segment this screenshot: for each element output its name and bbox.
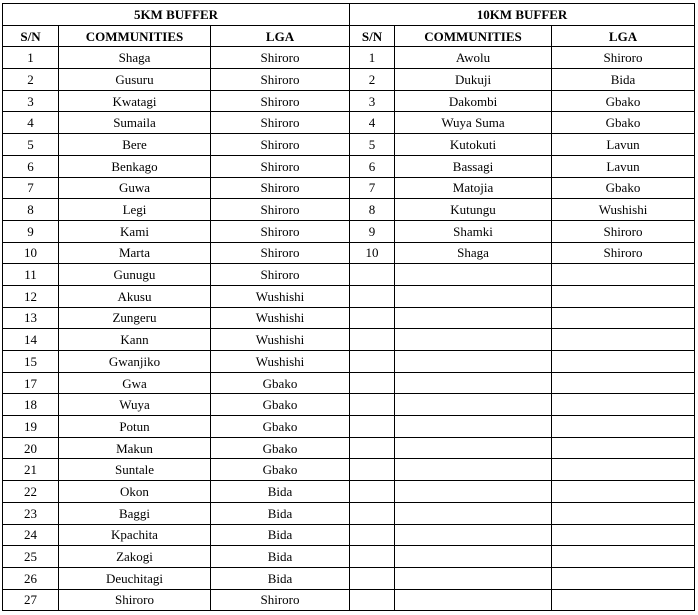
cell-lga-10km bbox=[552, 481, 695, 503]
column-header-lga-5km: LGA bbox=[211, 25, 350, 47]
cell-sn-10km bbox=[350, 437, 395, 459]
cell-sn-10km bbox=[350, 372, 395, 394]
cell-sn-5km: 26 bbox=[3, 567, 59, 589]
cell-sn-5km: 23 bbox=[3, 502, 59, 524]
cell-sn-10km: 5 bbox=[350, 134, 395, 156]
cell-lga-10km: Shiroro bbox=[552, 242, 695, 264]
cell-sn-10km bbox=[350, 502, 395, 524]
cell-lga-5km: Shiroro bbox=[211, 90, 350, 112]
cell-sn-10km: 2 bbox=[350, 69, 395, 91]
cell-community-5km: Zakogi bbox=[59, 546, 211, 568]
cell-lga-10km bbox=[552, 264, 695, 286]
cell-sn-10km: 6 bbox=[350, 155, 395, 177]
table-row bbox=[3, 459, 695, 481]
cell-lga-10km bbox=[552, 567, 695, 589]
cell-sn-5km: 21 bbox=[3, 459, 59, 481]
cell-community-10km bbox=[395, 567, 552, 589]
cell-lga-10km bbox=[552, 524, 695, 546]
cell-lga-5km: Gbako bbox=[211, 437, 350, 459]
cell-community-5km: Suntale bbox=[59, 459, 211, 481]
cell-lga-5km: Gbako bbox=[211, 416, 350, 438]
cell-sn-10km: 3 bbox=[350, 90, 395, 112]
table-row bbox=[3, 546, 695, 568]
cell-lga-10km: Wushishi bbox=[552, 199, 695, 221]
cell-lga-5km: Bida bbox=[211, 546, 350, 568]
column-header-sn-10km: S/N bbox=[350, 25, 395, 47]
cell-community-5km: Kwatagi bbox=[59, 90, 211, 112]
cell-lga-5km: Bida bbox=[211, 502, 350, 524]
table-row bbox=[3, 199, 695, 221]
cell-community-10km: Kutungu bbox=[395, 199, 552, 221]
section-title-5km: 5KM BUFFER bbox=[3, 4, 350, 26]
cell-sn-10km bbox=[350, 589, 395, 611]
column-header-communities-10km: COMMUNITIES bbox=[395, 25, 552, 47]
cell-sn-10km: 9 bbox=[350, 220, 395, 242]
table-body bbox=[3, 47, 695, 611]
cell-sn-10km bbox=[350, 351, 395, 373]
cell-lga-10km bbox=[552, 459, 695, 481]
cell-sn-5km: 2 bbox=[3, 69, 59, 91]
column-header-communities-5km: COMMUNITIES bbox=[59, 25, 211, 47]
cell-community-5km: Sumaila bbox=[59, 112, 211, 134]
cell-sn-5km: 6 bbox=[3, 155, 59, 177]
cell-lga-5km: Wushishi bbox=[211, 285, 350, 307]
cell-community-10km: Kutokuti bbox=[395, 134, 552, 156]
table-row bbox=[3, 416, 695, 438]
cell-sn-10km bbox=[350, 524, 395, 546]
cell-sn-5km: 19 bbox=[3, 416, 59, 438]
cell-community-5km: Marta bbox=[59, 242, 211, 264]
cell-lga-5km: Shiroro bbox=[211, 112, 350, 134]
cell-sn-10km bbox=[350, 546, 395, 568]
cell-sn-5km: 17 bbox=[3, 372, 59, 394]
cell-sn-10km bbox=[350, 481, 395, 503]
cell-sn-5km: 12 bbox=[3, 285, 59, 307]
cell-community-5km: Legi bbox=[59, 199, 211, 221]
cell-community-5km: Gunugu bbox=[59, 264, 211, 286]
cell-lga-5km: Wushishi bbox=[211, 307, 350, 329]
cell-sn-10km: 4 bbox=[350, 112, 395, 134]
cell-lga-10km bbox=[552, 546, 695, 568]
table-row bbox=[3, 242, 695, 264]
cell-lga-5km: Shiroro bbox=[211, 220, 350, 242]
cell-community-10km bbox=[395, 351, 552, 373]
section-title-10km: 10KM BUFFER bbox=[350, 4, 695, 26]
cell-lga-10km: Bida bbox=[552, 69, 695, 91]
cell-community-10km bbox=[395, 589, 552, 611]
cell-community-10km bbox=[395, 459, 552, 481]
cell-community-10km: Dakombi bbox=[395, 90, 552, 112]
cell-lga-10km bbox=[552, 307, 695, 329]
cell-community-5km: Zungeru bbox=[59, 307, 211, 329]
cell-lga-10km: Gbako bbox=[552, 177, 695, 199]
cell-sn-10km bbox=[350, 567, 395, 589]
cell-lga-5km: Shiroro bbox=[211, 199, 350, 221]
table-row bbox=[3, 329, 695, 351]
cell-lga-5km: Bida bbox=[211, 524, 350, 546]
cell-community-10km: Awolu bbox=[395, 47, 552, 69]
cell-lga-5km: Gbako bbox=[211, 459, 350, 481]
cell-lga-10km bbox=[552, 437, 695, 459]
cell-lga-10km bbox=[552, 372, 695, 394]
table-row bbox=[3, 155, 695, 177]
cell-lga-10km: Lavun bbox=[552, 134, 695, 156]
section-title-row bbox=[3, 4, 695, 26]
cell-lga-5km: Shiroro bbox=[211, 589, 350, 611]
cell-sn-10km: 7 bbox=[350, 177, 395, 199]
cell-community-5km: Okon bbox=[59, 481, 211, 503]
cell-community-5km: Kann bbox=[59, 329, 211, 351]
cell-sn-5km: 15 bbox=[3, 351, 59, 373]
cell-community-10km bbox=[395, 329, 552, 351]
cell-community-10km bbox=[395, 481, 552, 503]
cell-lga-10km: Lavun bbox=[552, 155, 695, 177]
cell-community-5km: Potun bbox=[59, 416, 211, 438]
cell-community-5km: Shiroro bbox=[59, 589, 211, 611]
cell-community-10km: Shaga bbox=[395, 242, 552, 264]
cell-sn-10km bbox=[350, 285, 395, 307]
cell-community-5km: Shaga bbox=[59, 47, 211, 69]
cell-sn-5km: 5 bbox=[3, 134, 59, 156]
cell-sn-5km: 13 bbox=[3, 307, 59, 329]
table-row bbox=[3, 264, 695, 286]
cell-lga-10km: Shiroro bbox=[552, 47, 695, 69]
cell-lga-5km: Bida bbox=[211, 481, 350, 503]
cell-sn-10km: 8 bbox=[350, 199, 395, 221]
column-header-sn-5km: S/N bbox=[3, 25, 59, 47]
cell-community-10km bbox=[395, 546, 552, 568]
cell-community-10km: Matojia bbox=[395, 177, 552, 199]
cell-lga-10km bbox=[552, 502, 695, 524]
table-row bbox=[3, 177, 695, 199]
table-row bbox=[3, 134, 695, 156]
cell-community-10km bbox=[395, 285, 552, 307]
column-header-row bbox=[3, 25, 695, 47]
cell-sn-5km: 25 bbox=[3, 546, 59, 568]
cell-lga-5km: Shiroro bbox=[211, 155, 350, 177]
table-row bbox=[3, 372, 695, 394]
buffer-communities-table bbox=[2, 3, 695, 611]
cell-community-10km bbox=[395, 394, 552, 416]
cell-community-10km: Shamki bbox=[395, 220, 552, 242]
cell-sn-5km: 10 bbox=[3, 242, 59, 264]
cell-lga-5km: Bida bbox=[211, 567, 350, 589]
cell-lga-10km bbox=[552, 589, 695, 611]
cell-sn-10km: 10 bbox=[350, 242, 395, 264]
table-row bbox=[3, 481, 695, 503]
cell-lga-10km bbox=[552, 394, 695, 416]
cell-community-5km: Wuya bbox=[59, 394, 211, 416]
table-row bbox=[3, 69, 695, 91]
cell-community-10km bbox=[395, 264, 552, 286]
cell-community-10km bbox=[395, 372, 552, 394]
cell-community-5km: Makun bbox=[59, 437, 211, 459]
cell-lga-5km: Shiroro bbox=[211, 69, 350, 91]
cell-lga-5km: Gbako bbox=[211, 394, 350, 416]
cell-community-5km: Guwa bbox=[59, 177, 211, 199]
cell-community-10km: Bassagi bbox=[395, 155, 552, 177]
cell-sn-5km: 8 bbox=[3, 199, 59, 221]
cell-lga-5km: Wushishi bbox=[211, 351, 350, 373]
cell-community-5km: Kami bbox=[59, 220, 211, 242]
cell-sn-5km: 22 bbox=[3, 481, 59, 503]
cell-community-10km: Wuya Suma bbox=[395, 112, 552, 134]
cell-sn-5km: 18 bbox=[3, 394, 59, 416]
cell-community-10km bbox=[395, 524, 552, 546]
cell-lga-5km: Shiroro bbox=[211, 242, 350, 264]
table-row bbox=[3, 524, 695, 546]
table-row bbox=[3, 567, 695, 589]
cell-sn-5km: 27 bbox=[3, 589, 59, 611]
table-row bbox=[3, 47, 695, 69]
cell-community-10km bbox=[395, 307, 552, 329]
cell-lga-5km: Shiroro bbox=[211, 47, 350, 69]
cell-community-5km: Deuchitagi bbox=[59, 567, 211, 589]
cell-community-5km: Bere bbox=[59, 134, 211, 156]
cell-sn-10km bbox=[350, 459, 395, 481]
cell-lga-5km: Shiroro bbox=[211, 264, 350, 286]
table-row bbox=[3, 589, 695, 611]
cell-lga-5km: Shiroro bbox=[211, 177, 350, 199]
cell-lga-10km bbox=[552, 329, 695, 351]
cell-sn-5km: 11 bbox=[3, 264, 59, 286]
cell-community-10km bbox=[395, 437, 552, 459]
table-row bbox=[3, 351, 695, 373]
cell-sn-5km: 1 bbox=[3, 47, 59, 69]
cell-sn-5km: 14 bbox=[3, 329, 59, 351]
cell-community-5km: Kpachita bbox=[59, 524, 211, 546]
cell-sn-5km: 20 bbox=[3, 437, 59, 459]
cell-community-5km: Benkago bbox=[59, 155, 211, 177]
cell-lga-10km bbox=[552, 351, 695, 373]
cell-sn-10km bbox=[350, 416, 395, 438]
cell-sn-5km: 7 bbox=[3, 177, 59, 199]
cell-lga-10km bbox=[552, 285, 695, 307]
cell-lga-10km: Shiroro bbox=[552, 220, 695, 242]
cell-sn-5km: 24 bbox=[3, 524, 59, 546]
cell-lga-10km: Gbako bbox=[552, 112, 695, 134]
cell-sn-10km bbox=[350, 394, 395, 416]
cell-sn-10km: 1 bbox=[350, 47, 395, 69]
cell-community-5km: Gwa bbox=[59, 372, 211, 394]
cell-community-10km: Dukuji bbox=[395, 69, 552, 91]
table-row bbox=[3, 220, 695, 242]
cell-sn-5km: 3 bbox=[3, 90, 59, 112]
table-row bbox=[3, 394, 695, 416]
table-row bbox=[3, 502, 695, 524]
table-row bbox=[3, 307, 695, 329]
cell-lga-5km: Shiroro bbox=[211, 134, 350, 156]
cell-sn-5km: 9 bbox=[3, 220, 59, 242]
cell-sn-10km bbox=[350, 329, 395, 351]
cell-lga-10km bbox=[552, 416, 695, 438]
cell-sn-10km bbox=[350, 264, 395, 286]
cell-sn-5km: 4 bbox=[3, 112, 59, 134]
table-row bbox=[3, 112, 695, 134]
cell-community-5km: Akusu bbox=[59, 285, 211, 307]
table-row bbox=[3, 285, 695, 307]
column-header-lga-10km: LGA bbox=[552, 25, 695, 47]
cell-community-5km: Baggi bbox=[59, 502, 211, 524]
table-row bbox=[3, 437, 695, 459]
cell-sn-10km bbox=[350, 307, 395, 329]
cell-community-5km: Gusuru bbox=[59, 69, 211, 91]
cell-lga-5km: Wushishi bbox=[211, 329, 350, 351]
cell-community-10km bbox=[395, 416, 552, 438]
cell-lga-10km: Gbako bbox=[552, 90, 695, 112]
cell-lga-5km: Gbako bbox=[211, 372, 350, 394]
cell-community-10km bbox=[395, 502, 552, 524]
table-row bbox=[3, 90, 695, 112]
cell-community-5km: Gwanjiko bbox=[59, 351, 211, 373]
